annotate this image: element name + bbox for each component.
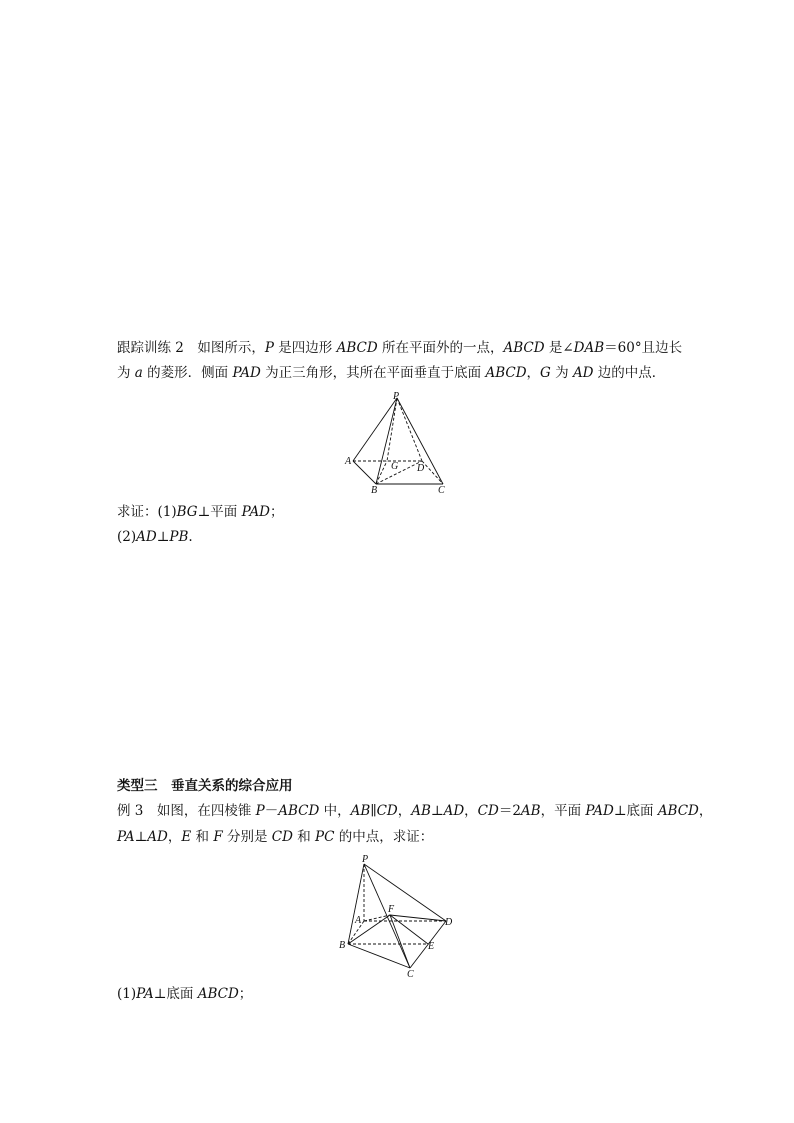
label-b: B xyxy=(371,485,378,496)
label-a: A xyxy=(345,456,352,467)
pyramid-figure-1 xyxy=(340,390,460,495)
label-d: D xyxy=(417,463,425,474)
training2-line1: 跟踪训练 2 如图所示，P 是四边形 ABCD 所在平面外的一点，ABCD 是∠DAB＝60°且边长 xyxy=(117,340,683,356)
label-p: P xyxy=(393,391,400,402)
pyramid-figure-2 xyxy=(335,853,465,978)
label-p: P xyxy=(362,854,369,865)
training2-line2: 为 a 的菱形．侧面 PAD 为正三角形，其所在平面垂直于底面 ABCD，G 为 AD 边的中点． xyxy=(117,365,666,381)
label-d: D xyxy=(445,917,453,928)
label-c: C xyxy=(438,485,445,496)
label-b: B xyxy=(339,940,346,951)
label-a: A xyxy=(355,915,362,926)
training2-prove2: (2)AD⊥PB. xyxy=(117,529,193,545)
label-c: C xyxy=(407,969,414,980)
label-e: E xyxy=(428,941,435,952)
example3-line2: PA⊥AD，E 和 F 分别是 CD 和 PC 的中点，求证： xyxy=(117,829,434,845)
example3-line1: 例 3 如图，在四棱锥 P－ABCD 中，AB∥CD，AB⊥AD，CD＝2AB，平面 PAD⊥底面 ABCD， xyxy=(117,803,713,819)
example3-prove1: (1)PA⊥底面 ABCD； xyxy=(117,986,253,1002)
training2-prove1: 求证：(1)BG⊥平面 PAD； xyxy=(117,504,284,520)
label-g: G xyxy=(391,461,399,472)
type3-heading: 类型三 垂直关系的综合应用 xyxy=(117,778,293,794)
label-f: F xyxy=(388,904,395,915)
